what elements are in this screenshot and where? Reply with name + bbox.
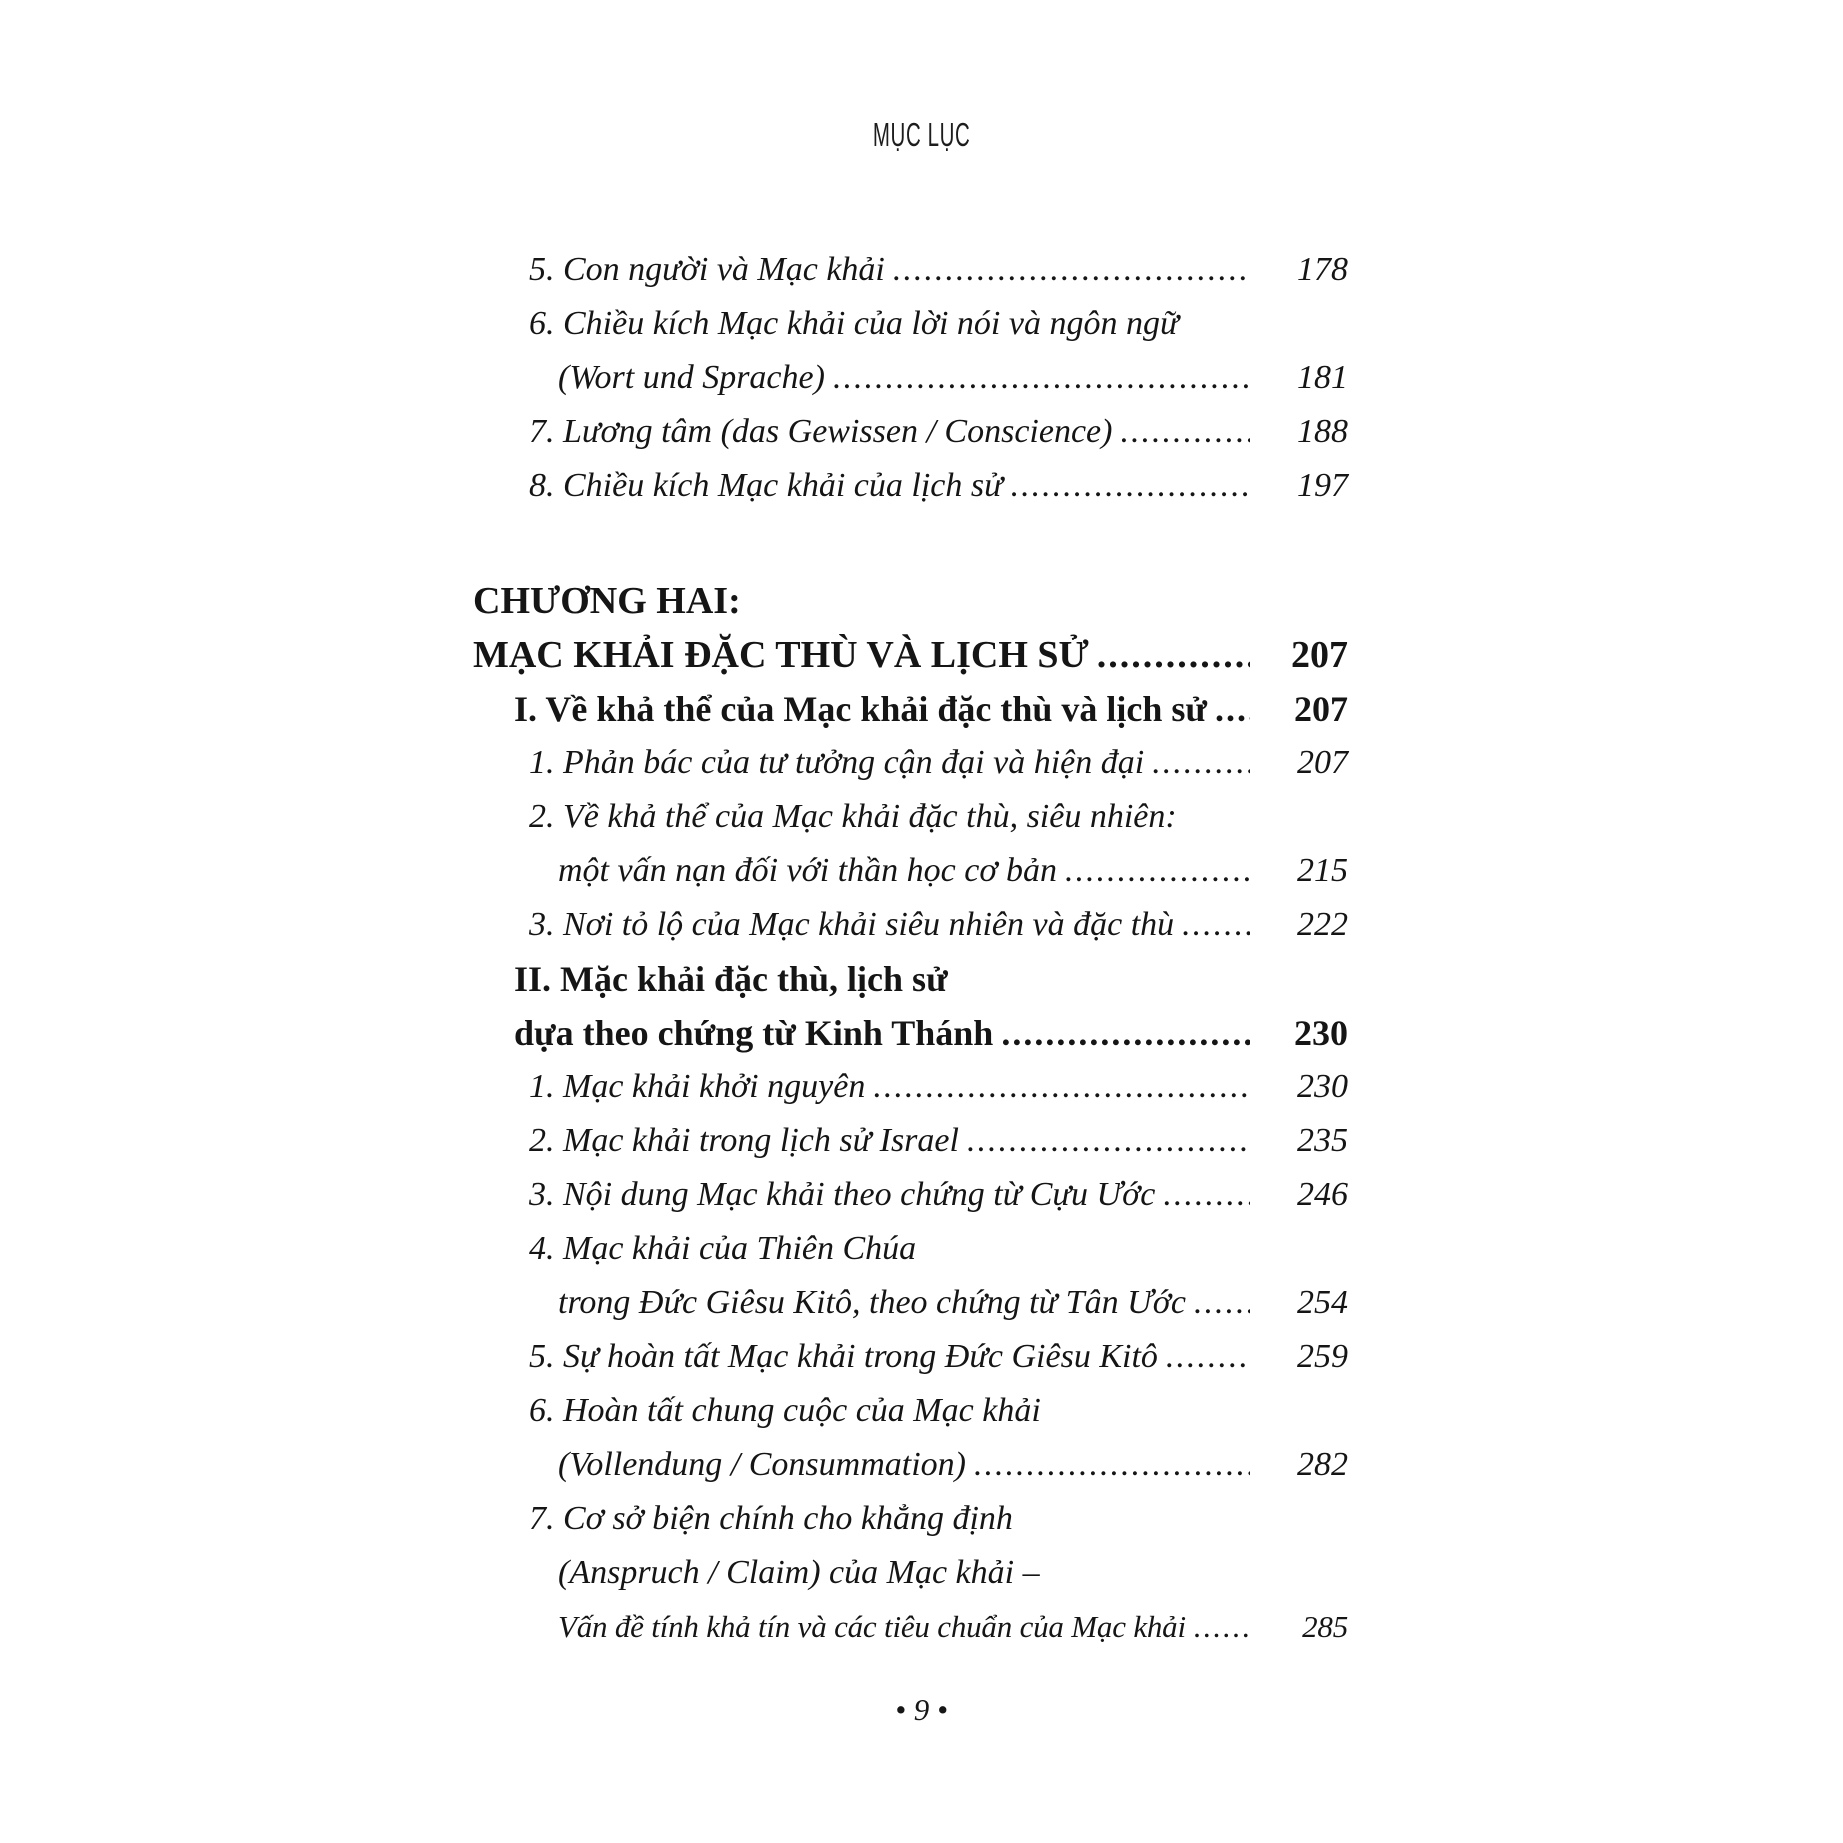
toc-row-text: (Vollendung / Consummation)	[558, 1446, 966, 1483]
toc-row	[514, 682, 1348, 736]
toc-row-text: 6. Chiều kích Mạc khải của lời nói và ngôn ngữ	[529, 305, 1179, 342]
toc-dotted-leader	[873, 1060, 1250, 1114]
toc-list	[473, 243, 1348, 1654]
toc-row	[514, 1006, 1348, 1060]
toc-row-text: I. Về khả thể của Mạc khải đặc thù và lịch sử	[514, 689, 1208, 729]
toc-row-text: 1. Phản bác của tư tưởng cận đại và hiện đại	[529, 744, 1145, 781]
toc-row	[529, 1114, 1348, 1168]
toc-row	[529, 790, 1348, 844]
toc-row-page: 207	[1297, 744, 1348, 781]
toc-row-text: 8. Chiều kích Mạc khải của lịch sử	[529, 467, 1003, 504]
toc-row-text: 7. Cơ sở biện chính cho khẳng định	[529, 1500, 1013, 1537]
toc-dotted-leader	[893, 243, 1250, 297]
toc-dotted-leader	[1011, 459, 1250, 513]
toc-row-text: 1. Mạc khải khởi nguyên	[529, 1068, 866, 1105]
toc-dotted-leader	[1065, 844, 1250, 898]
toc-row-text: 7. Lương tâm (das Gewissen / Conscience)	[529, 413, 1113, 450]
toc-row-text: dựa theo chứng từ Kinh Thánh	[514, 1013, 994, 1053]
toc-row-page: 207	[1294, 689, 1348, 729]
toc-row-page: 215	[1297, 852, 1348, 889]
toc-row	[529, 1384, 1348, 1438]
toc-row-text: (Wort und Sprache)	[558, 359, 825, 396]
toc-row-text: 2. Về khả thể của Mạc khải đặc thù, siêu nhiên:	[529, 798, 1177, 835]
toc-dotted-leader	[967, 1114, 1250, 1168]
toc-row-page: 197	[1297, 467, 1348, 504]
toc-row-page: 246	[1297, 1176, 1348, 1213]
toc-row	[529, 736, 1348, 790]
toc-row-text: CHƯƠNG HAI:	[473, 580, 741, 622]
toc-row-page: 230	[1294, 1013, 1348, 1053]
toc-dotted-leader	[1097, 628, 1250, 682]
toc-row-page: 178	[1297, 251, 1348, 288]
toc-row-text: 3. Nội dung Mạc khải theo chứng từ Cựu Ước	[529, 1176, 1156, 1213]
toc-dotted-leader	[1194, 1276, 1250, 1330]
toc-row-page: 188	[1297, 413, 1348, 450]
toc-row-text: 4. Mạc khải của Thiên Chúa	[529, 1230, 917, 1267]
toc-row	[529, 1060, 1348, 1114]
toc-dotted-leader	[1215, 682, 1250, 736]
toc-row-page: 181	[1297, 359, 1348, 396]
toc-row	[558, 1546, 1348, 1600]
toc-row	[529, 1330, 1348, 1384]
toc-row-text: 2. Mạc khải trong lịch sử Israel	[529, 1122, 959, 1159]
toc-dotted-leader	[1166, 1330, 1250, 1384]
toc-row	[558, 351, 1348, 405]
toc-dotted-leader	[1182, 898, 1250, 952]
toc-row	[558, 1438, 1348, 1492]
toc-row	[473, 628, 1348, 682]
page-number-footer: • 9 •	[895, 1692, 948, 1727]
toc-row	[558, 1600, 1348, 1654]
toc-row-text: MẠC KHẢI ĐẶC THÙ VÀ LỊCH SỬ	[473, 634, 1089, 676]
toc-row-page: 235	[1297, 1122, 1348, 1159]
toc-row-page: 285	[1302, 1609, 1348, 1644]
toc-row	[558, 844, 1348, 898]
toc-dotted-leader	[1163, 1168, 1250, 1222]
toc-row	[514, 952, 1348, 1006]
toc-row	[473, 574, 1348, 628]
toc-row-page: 254	[1297, 1284, 1348, 1321]
toc-row	[529, 243, 1348, 297]
toc-row-page: 207	[1291, 634, 1348, 676]
page-heading	[0, 116, 1843, 154]
toc-dotted-leader	[833, 351, 1250, 405]
toc-row-page: 282	[1297, 1446, 1348, 1483]
toc-row-text: (Anspruch / Claim) của Mạc khải –	[558, 1554, 1040, 1591]
toc-row	[529, 898, 1348, 952]
toc-dotted-leader	[974, 1438, 1250, 1492]
toc-row-text: trong Đức Giêsu Kitô, theo chứng từ Tân Ước	[558, 1284, 1186, 1321]
toc-row-text: Vấn đề tính khả tín và các tiêu chuẩn của Mạc khải	[558, 1609, 1186, 1644]
toc-dotted-leader	[1194, 1600, 1250, 1654]
toc-row-text: 5. Con người và Mạc khải	[529, 251, 885, 288]
toc-row-text: một vấn nạn đối với thần học cơ bản	[558, 852, 1057, 889]
toc-dotted-leader	[1120, 405, 1250, 459]
toc-dotted-leader	[1001, 1006, 1250, 1060]
toc-row	[529, 1222, 1348, 1276]
page-heading-text: MỤC LỤC	[872, 116, 971, 153]
toc-row	[529, 405, 1348, 459]
toc-row	[529, 1168, 1348, 1222]
toc-row-page: 222	[1297, 906, 1348, 943]
toc-row	[529, 459, 1348, 513]
toc-row	[529, 297, 1348, 351]
toc-row	[529, 1492, 1348, 1546]
toc-row-text: 3. Nơi tỏ lộ của Mạc khải siêu nhiên và đặc thù	[529, 906, 1175, 943]
toc-row-text: II. Mặc khải đặc thù, lịch sử	[514, 959, 948, 999]
toc-row-text: 5. Sự hoàn tất Mạc khải trong Đức Giêsu Kitô	[529, 1338, 1158, 1375]
toc-row-page: 259	[1297, 1338, 1348, 1375]
toc-dotted-leader	[1152, 736, 1250, 790]
toc-row-text: 6. Hoàn tất chung cuộc của Mạc khải	[529, 1392, 1041, 1429]
toc-row	[558, 1276, 1348, 1330]
toc-row-page: 230	[1297, 1068, 1348, 1105]
